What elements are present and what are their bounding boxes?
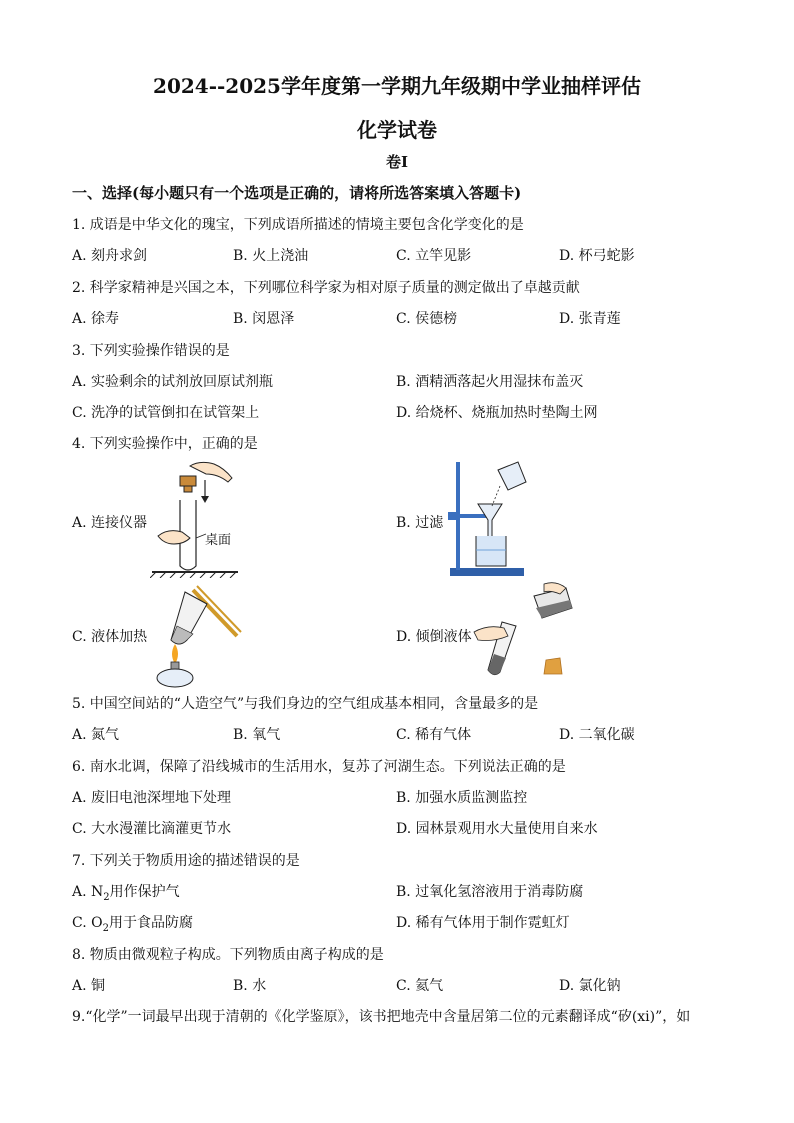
question-3-stem: 3. 下列实验操作错误的是 [72,343,230,359]
q8-option-d: D. 氯化钠 [559,978,621,994]
question-9-stem: 9.“化学”一词最早出现于清朝的《化学鉴原》，该书把地壳中含量居第二位的元素翻译成“矽(xi)”，如 [72,1009,691,1025]
desk-label: 桌面 [205,533,232,548]
q6-option-d: D. 园林景观用水大量使用自来水 [396,821,598,837]
q5-option-c: C. 稀有气体 [396,727,472,743]
section-heading: 一、选择(每小题只有一个选项是正确的，请将所选答案填入答题卡) [72,184,522,202]
volume-label: 卷I [385,153,409,171]
q2-option-a: A. 徐寿 [72,311,120,327]
q5-option-b: B. 氧气 [233,727,281,743]
connect-instrument-figure [150,458,240,578]
q1-option-c: C. 立竿见影 [396,248,472,264]
q2-option-c: C. 侯德榜 [396,311,458,327]
question-5-stem: 5. 中国空间站的“人造空气”与我们身边的空气组成基本相同，含量最多的是 [72,696,539,712]
question-8-stem: 8. 物质由微观粒子构成。下列物质由离子构成的是 [72,947,384,963]
q8-option-c: C. 氦气 [396,978,444,994]
q6-option-c: C. 大水漫灌比滴灌更节水 [72,821,232,837]
q2-option-d: D. 张青莲 [559,311,621,327]
page-subtitle: 化学试卷 [357,118,437,142]
q3-option-d: D. 给烧杯、烧瓶加热时垫陶土网 [396,405,598,421]
q6-option-a: A. 废旧电池深埋地下处理 [72,790,232,806]
question-1-stem: 1. 成语是中华文化的瑰宝，下列成语所描述的情境主要包含化学变化的是 [72,217,524,233]
page-title: 2024--2025学年度第一学期九年级期中学业抽样评估 [153,74,641,98]
q6-option-b: B. 加强水质监测监控 [396,790,528,806]
question-4-stem: 4. 下列实验操作中，正确的是 [72,436,258,452]
q7-option-d: D. 稀有气体用于制作霓虹灯 [396,915,570,931]
liquid-heating-figure [145,582,245,688]
q2-option-b: B. 闵恩泽 [233,311,295,327]
pouring-liquid-figure [470,582,585,682]
q3-option-c: C. 洗净的试管倒扣在试管架上 [72,405,260,421]
q4-option-c: C. 液体加热 [72,629,148,645]
q4-option-b: B. 过滤 [396,515,444,531]
question-7-stem: 7. 下列关于物质用途的描述错误的是 [72,853,300,869]
q1-option-d: D. 杯弓蛇影 [559,248,635,264]
q4-option-d: D. 倾倒液体 [396,629,472,645]
q7-option-c: C. $O_2$用于食品防腐 [72,915,193,934]
filtration-figure [440,458,530,578]
q1-option-b: B. 火上浇油 [233,248,309,264]
q3-option-a: A. 实验剩余的试剂放回原试剂瓶 [72,374,274,390]
q1-option-a: A. 刻舟求剑 [72,248,148,264]
question-2-stem: 2. 科学家精神是兴国之本，下列哪位科学家为相对原子质量的测定做出了卓越贡献 [72,280,580,296]
q4-option-a: A. 连接仪器 [72,515,148,531]
q8-option-a: A. 铜 [72,978,106,994]
q7-option-b: B. 过氧化氢溶液用于消毒防腐 [396,884,584,900]
q5-option-a: A. 氮气 [72,727,120,743]
q3-option-b: B. 酒精洒落起火用湿抹布盖灭 [396,374,584,390]
q7-option-a: A. $N_2$用作保护气 [72,884,180,903]
q5-option-d: D. 二氧化碳 [559,727,635,743]
q8-option-b: B. 水 [233,978,267,994]
question-6-stem: 6. 南水北调，保障了沿线城市的生活用水，复苏了河湖生态。下列说法正确的是 [72,759,566,775]
